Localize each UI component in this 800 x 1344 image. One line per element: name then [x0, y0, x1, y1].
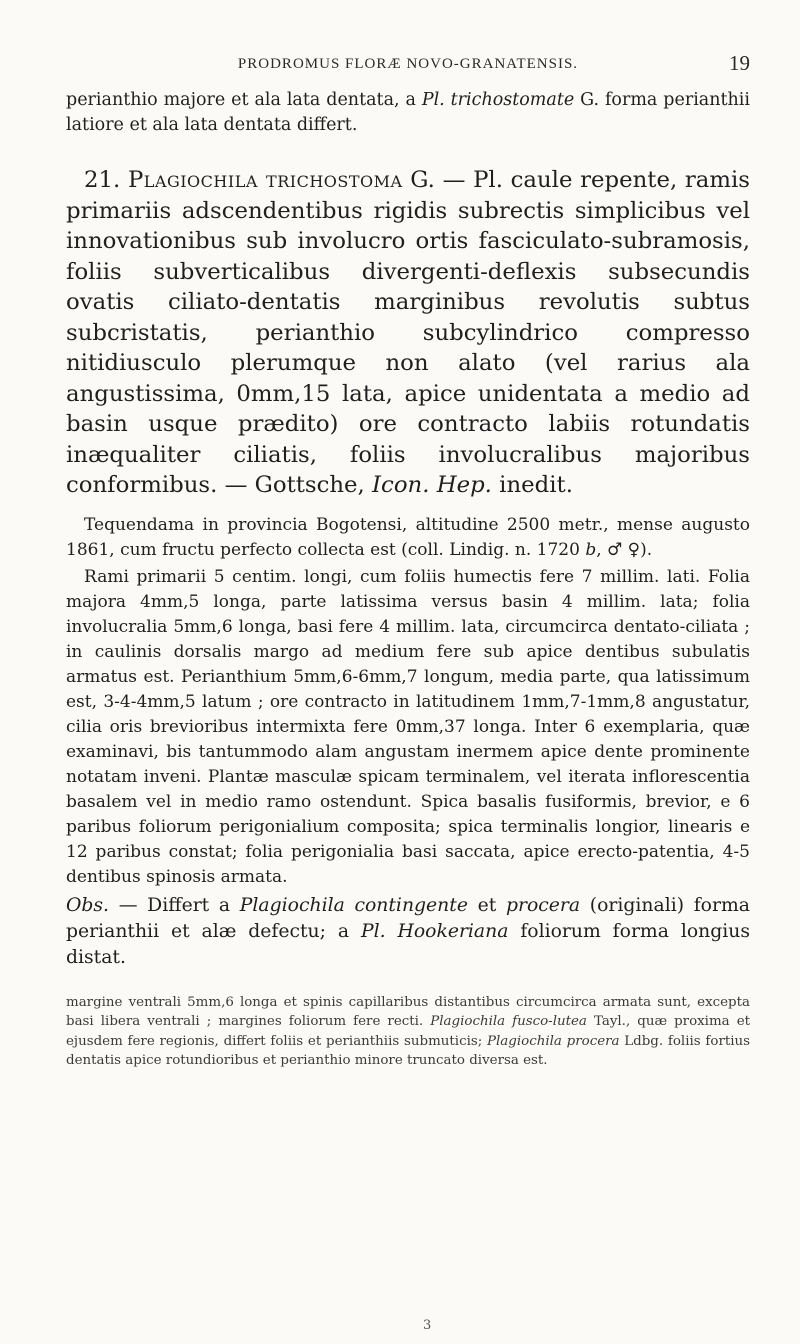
description-paragraph: Rami primarii 5 centim. longi, cum foliis humectis fere 7 millim. lati. Folia majora 4mm,5 longa, parte latissima versus basin 4 millim. lata; folia involucralia 5mm,6 longa, basi fere 4 millim. lata, circumcirca dentato-ciliata ; in caulinis dorsalis margo ad medium fere sub apice dentibus subulatis armatus est. Perianthium 5mm,6-6mm,7 longum, media parte, qua latissimum est, 3-4-4mm,5 latum ; ore contracto in latitudinem 1mm,7-1mm,8 angustatur, cilia oris brevioribus intermixta fere 0mm,37 longa. Inter 6 exemplaria, quæ examinavi, bis tantummodo alam angustam inermem apice dente prominente notatam inveni. Plantæ masculæ spicam terminalem, vel iterata inflorescentia basalem vel in medio ramo ostendunt. Spica basalis fusiformis, brevior, e 6 paribus foliorum perigonialium composita; spica terminalis longior, linearis e 12 paribus constat; folia perigonialia basi saccata, apice erecto-patentia, 4-5 dentibus spinosis armata. [66, 566, 750, 887]
signature-mark: 3 [423, 1318, 432, 1333]
species-diagnosis: 21. Plagiochila trichostoma G. — Pl. caule repente, ramis primariis adscendentibus rigidis subrectis simplicibus vel innovationibus sub involucro ortis fasciculato-subramosis, foliis subverticalibus divergenti-deflexis subsecundis ovatis ciliato-dentatis marginibus revolutis subtus subcristatis, perianthio subcylindrico compresso nitidiusculo plerumque non alato (vel rarius ala angustissima, 0mm,15 lata, apice unidentata a medio ad basin usque prædito) ore contracto labiis rotundatis inæqualiter ciliatis, foliis involucralibus majoribus conformibus. — Gottsche, Icon. Hep. inedit. [66, 167, 750, 498]
footnote-paragraph: margine ventrali 5mm,6 longa et spinis capillaribus distantibus circumcirca armata sunt, excepta basi libera ventrali ; margines foliorum fere recti. Plagiochila fusco-lutea Tayl., quæ proxima et ejusdem fere regionis, differt foliis et perianthiis submuticis; Plagiochila procera Ldbg. foliis fortius dentatis apice rotundioribus et perianthio minore truncato diversa est. [66, 994, 751, 1068]
obs-label: Obs. [66, 894, 110, 916]
species-name: Plagiochila trichostoma [127, 167, 403, 193]
locality-paragraph: Tequendama in provincia Bogotensi, altitudine 2500 metr., mense augusto 1861, cum fructu perfecto collecta est (coll. Lindig. n. 1720 b, ♂ ♀). [66, 514, 750, 560]
page-number: 19 [729, 51, 750, 75]
running-head [66, 51, 750, 88]
citation-title: Icon. Hep. [372, 472, 492, 498]
lead-paragraph: perianthio majore et ala lata dentata, a Pl. trichostomate G. forma perianthii latiore et ala lata dentata differt. [66, 90, 750, 135]
species-author: G. [402, 167, 435, 193]
diagnosis-text: — Pl. caule repente, ramis primariis adscendentibus rigidis subrectis simplicibus vel innovationibus sub involucro ortis fasciculato-subramosis, foliis subverticalibus divergenti-deflexis subsecundis ovatis ciliato-dentatis marginibus revolutis subtus subcristatis, perianthio subcylindrico compresso nitidiusculo plerumque non alato (vel rarius ala angustissima, 0mm,15 lata, apice unidentata a medio ad basin usque prædito) ore contracto labiis rotundatis inæqualiter ciliatis, foliis involucralibus majoribus conformibus. — Gottsche, [66, 167, 750, 498]
observation-paragraph: Obs. — Differt a Plagiochila contingente et procera (originali) forma perianthii et alæ defectu; a Pl. Hookeriana foliorum forma longius distat. [66, 894, 750, 968]
running-title: PRODROMUS FLORÆ NOVO-GRANATENSIS. [237, 56, 579, 72]
species-number: 21. [84, 167, 128, 193]
page [66, 51, 751, 1071]
taxon-name: Pl. trichostomate [421, 90, 575, 110]
